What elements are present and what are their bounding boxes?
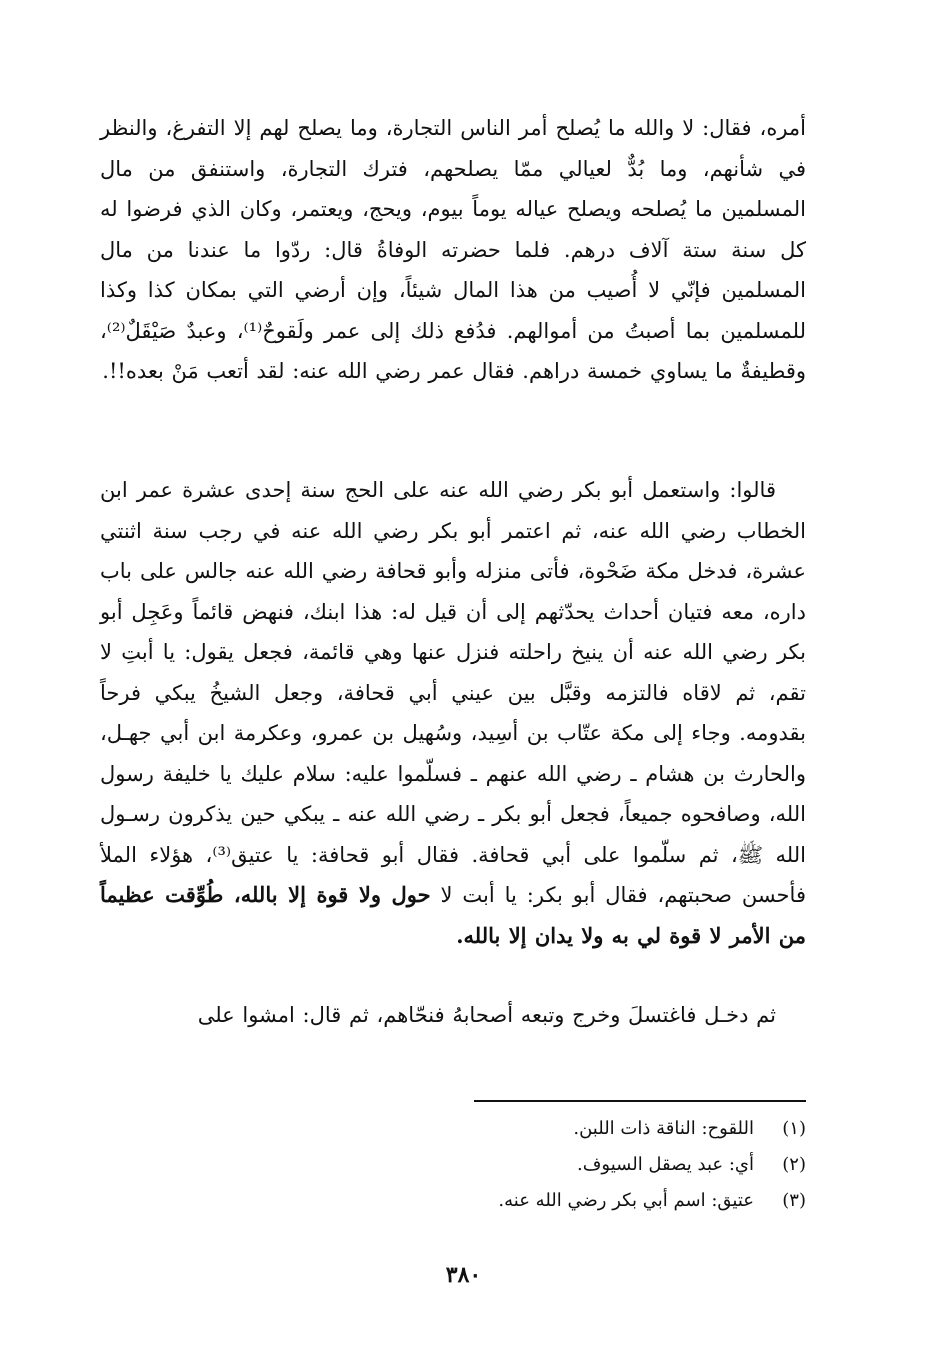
paragraph-3-text: ثم دخـل فاغتسلَ وخرج وتبعه أصحابهُ فنحّاهم، ثم قال: امشوا على	[197, 1003, 776, 1027]
footnote-text: عتيق: اسم أبي بكر رضي الله عنه.	[498, 1190, 754, 1211]
paragraph-2-bold-text: حول ولا قوة إلا بالله، طُوِّقت عظيماً من الأمر لا قوة لي به ولا يدان إلا بالله.	[100, 882, 806, 948]
page-number: ٣٨٠	[445, 1262, 482, 1288]
footnote-item	[400, 1154, 806, 1190]
footnote-text: أي: عبد يصقل السيوف.	[577, 1154, 754, 1175]
footnotes	[400, 1118, 806, 1226]
footnote-number: (٢)	[782, 1154, 806, 1175]
paragraph-2	[100, 470, 806, 956]
footnote-item	[400, 1190, 806, 1226]
paragraph-1-text: أمره، فقال: لا والله ما يُصلح أمر الناس التجارة، وما يصلح لهم إلا التفرغ، والنظر في شأنهم، وما بُدٌّ لعيالي ممّا يصلحهم، فترك التجارة، واستنفق من مال المسلمين ما يُصلحه ويصلح عياله يوماً بيوم، ويحج، ويعتمر، وكان الذي فرضوا له كل سنة ستة آلاف درهم. فلما حضرته الوفاةُ قال: ردّوا ما عندنا من مال المسلمين فإنّي لا أُصيب من هذا المال شيئاً، وإن أرضي التي بمكان كذا وكذا للمسلمين بما أصبتُ من أموالهم. فدُفع ذلك إلى عمر ولَقوحٌ⁽¹⁾، وعبدٌ صَيْقَلٌ⁽²⁾، وقطيفةٌ ما يساوي خمسة دراهم. فقال عمر رضي الله عنه: لقد أتعب مَنْ بعده!!.	[100, 116, 807, 383]
footnote-text: اللقوح: الناقة ذات اللبن.	[573, 1118, 754, 1139]
footnote-item	[400, 1118, 806, 1154]
paragraph-2-text: قالوا: واستعمل أبو بكر رضي الله عنه على الحج سنة إحدى عشرة عمر ابن الخطاب رضي الله عنه، ثم اعتمر أبو بكر رضي الله عنه في رجب سنة اثنتي عشرة، فدخل مكة ضَحْوة، فأتى منزله وأبو قحافة رضي الله عنه جالس على باب داره، معه فتيان أحداث يحدّثهم إلى أن قيل له: هذا ابنك، فنهض قائماً وعَجِل أبو بكر رضي الله عنه أن ينيخ راحلته فنزل عنها وهي قائمة، فجعل يقول: يا أبتِ لا تقم، ثم لاقاه فالتزمه وقبَّل بين عيني أبي قحافة، وجعل الشيخُ يبكي فرحاً بقدومه. وجاء إلى مكة عتّاب بن أسِيد، وسُهيل بن عمرو، وعكرمة ابن أبي جهـل، والحارث بن هشام ـ رضي الله عنهم ـ فسلّموا عليه: سلام عليك يا خليفة رسول الله، وصافحوه جميعاً، فجعل أبو بكر ـ رضي الله عنه ـ يبكي حين يذكرون رسـول الله ﷺ، ثم سلّموا على أبي قحافة. فقال أبو قحافة: يا عتيق⁽³⁾، هؤلاء الملأ فأحسن صحبتهم، فقال أبو بكر: يا أبت لا	[100, 478, 806, 907]
footnote-number: (٣)	[782, 1190, 806, 1211]
paragraph-1	[100, 108, 806, 392]
footnote-divider	[474, 1100, 806, 1102]
paragraph-3	[100, 995, 806, 1036]
footnote-number: (١)	[782, 1118, 806, 1139]
